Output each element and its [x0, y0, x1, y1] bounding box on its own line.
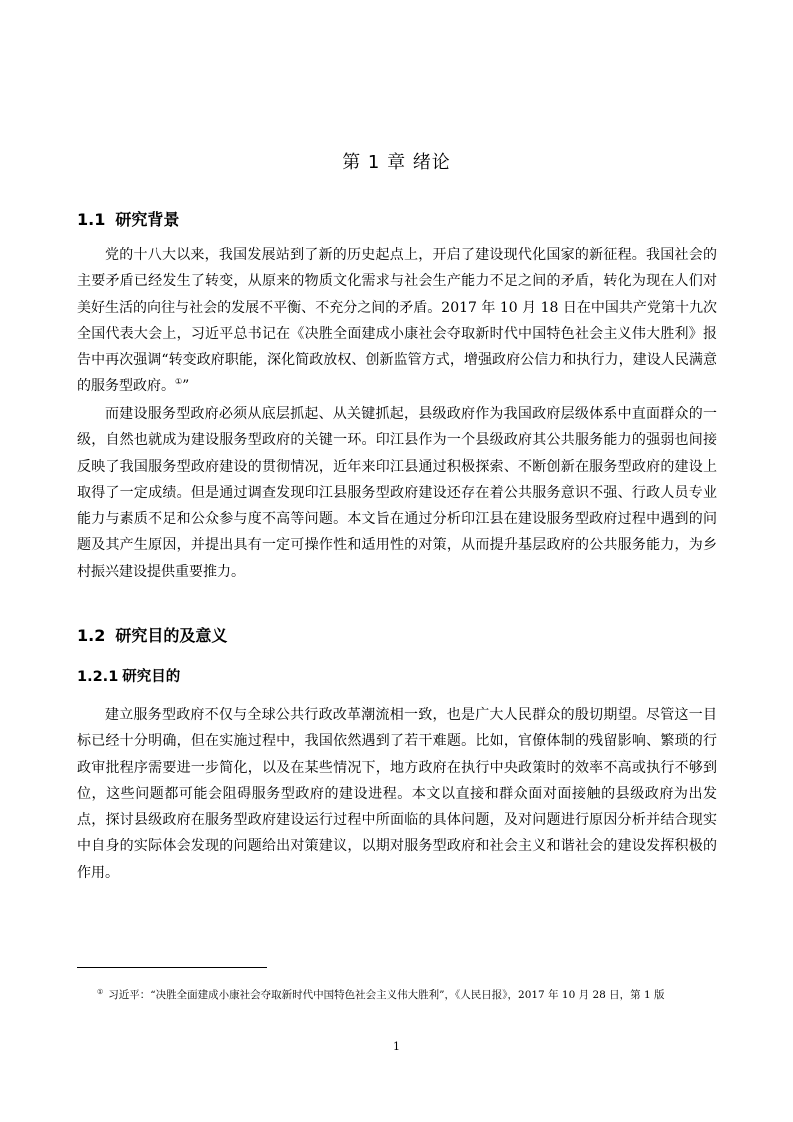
page-number: 1: [393, 1040, 400, 1053]
section-number: 1.2: [77, 626, 106, 645]
footnote-marker: ①: [97, 988, 104, 996]
subsection-heading-1-2-1: [77, 667, 180, 687]
footnote-divider: [77, 967, 267, 968]
paragraph: 建立服务型政府不仅与全球公共行政改革潮流相一致，也是广大人民群众的殷切期望。尽管这一目标已经十分明确，但在实施过程中，我国依然遇到了若干难题。比如，官僚体制的残留影响、繁琐的行政审批程序需要进一步简化，以及在某些情况下，地方政府在执行中央政策时的效率不高或执行不够到位，这些问题都可能会阻碍服务型政府的建设进程。本文以直接和群众面对面接触的县级政府为出发点，探讨县级政府在服务型政府建设运行过程中所面临的具体问题，及对问题进行原因分析并结合现实中自身的实际体会发现的问题给出对策建议，以期对服务型政府和社会主义和谐社会的建设发挥积极的作用。: [77, 707, 717, 881]
section-title: 研究背景: [115, 210, 180, 229]
footnote-text: 习近平：“决胜全面建成小康社会夺取新时代中国特色社会主义伟大胜利”，《人民日报》，2017 年 10 月 28 日，第 1 版: [108, 989, 665, 1001]
section-heading-1-2: [77, 625, 227, 647]
section-number: 1.1: [77, 210, 106, 229]
paragraph: [77, 242, 717, 400]
footnote-reference[interactable]: ①: [175, 377, 183, 387]
subsection-title: 研究目的: [122, 669, 181, 685]
footnote: [77, 984, 717, 1007]
paragraph: 而建设服务型政府必须从底层抓起、从关键抓起，县级政府作为我国政府层级体系中直面群众的一级，自然也就成为建设服务型政府的关键一环。印江县作为一个县级政府其公共服务能力的强弱也间接反映了我国服务型政府建设的贯彻情况，近年来印江县通过积极探索、不断创新在服务型政府的建设上取得了一定成绩。但是通过调查发现印江县服务型政府建设还存在着公共服务意识不强、行政人员专业能力与素质不足和公众参与度不高等问题。本文旨在通过分析印江县在建设服务型政府过程中遇到的问题及其产生原因，并提出具有一定可操作性和适用性的对策，从而提升基层政府的公共服务能力，为乡村振兴建设提供重要推力。: [77, 406, 717, 580]
section-heading-1-1: [77, 209, 179, 231]
section-title: 研究目的及意义: [115, 626, 228, 645]
subsection-number: 1.2.1: [77, 669, 119, 685]
closing-quote: ”: [182, 378, 190, 395]
chapter-title: 第 1 章 绪论: [342, 152, 451, 173]
paragraph-text: 党的十八大以来，我国发展站到了新的历史起点上，开启了建设现代化国家的新征程。我国社会的主要矛盾已经发生了转变，从原来的物质文化需求与社会生产能力不足之间的矛盾，转化为现在人们对美好生活的向往与社会的发展不平衡、不充分之间的矛盾。2017 年 10 月 18 日在中国共产党第十九次全国代表大会上，习近平总书记在《决胜全面建成小康社会夺取新时代中国特色社会主义伟大胜利》报告中再次强调“转变政府职能，深化简政放权、创新监管方式，增强政府公信力和执行力，建设人民满意的服务型政府。: [77, 247, 717, 395]
